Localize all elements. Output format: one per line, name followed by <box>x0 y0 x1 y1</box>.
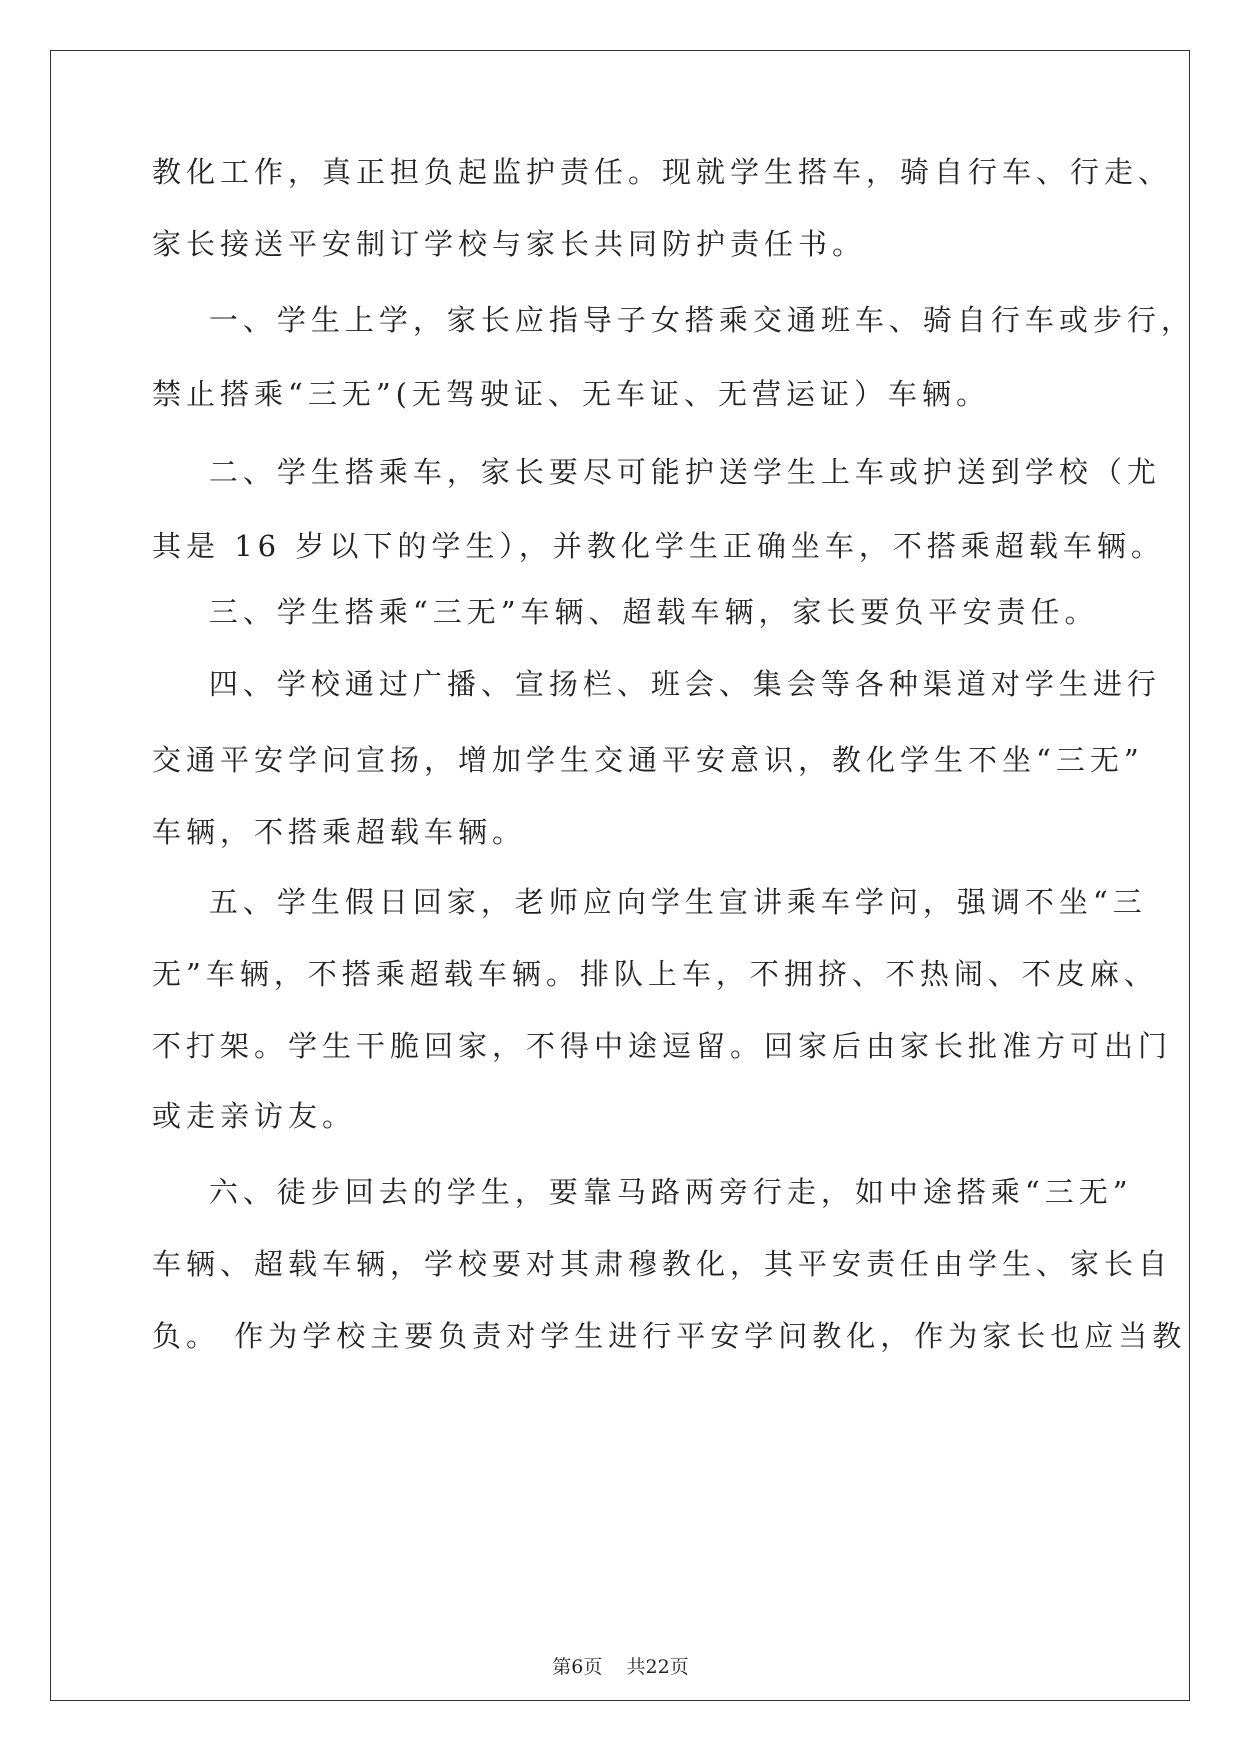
body-line: 交通平安学问宣扬，增加学生交通平安意识，教化学生不坐“三无” <box>152 743 1144 777</box>
body-line: 三、学生搭乘“三无”车辆、超载车辆，家长要负平安责任。 <box>152 595 1099 629</box>
body-line: 一、学生上学，家长应指导子女搭乘交通班车、骑自行车或步行， <box>152 303 1195 337</box>
body-line: 车辆、超载车辆，学校要对其肃穆教化，其平安责任由学生、家长自 <box>152 1247 1173 1281</box>
body-line: 其是 16 岁以下的学生），并教化学生正确坐车，不搭乘超载车辆。 <box>152 529 1165 563</box>
body-line: 车辆，不搭乘超载车辆。 <box>152 815 527 849</box>
body-line: 六、徒步回去的学生，要靠马路两旁行走，如中途搭乘“三无” <box>152 1175 1133 1209</box>
body-line: 不打架。学生干脆回家，不得中途逗留。回家后由家长批准方可出门 <box>152 1029 1173 1063</box>
page-border <box>50 50 1190 1701</box>
body-line: 家长接送平安制订学校与家长共同防护责任书。 <box>152 227 867 261</box>
body-line: 二、学生搭乘车，家长要尽可能护送学生上车或护送到学校（尤 <box>152 455 1161 489</box>
body-line: 教化工作，真正担负起监护责任。现就学生搭车，骑自行车、行走、 <box>152 155 1173 189</box>
page-footer: 第6页 共22页 <box>552 1656 689 1678</box>
body-line: 负。 作为学校主要负责对学生进行平安学问教化，作为家长也应当教 <box>152 1319 1187 1353</box>
body-line: 无”车辆，不搭乘超载车辆。排队上车，不拥挤、不热闹、不皮麻、 <box>152 957 1158 991</box>
body-line: 禁止搭乘“三无”(无驾驶证、无车证、无营运证）车辆。 <box>152 377 990 411</box>
body-line: 或走亲访友。 <box>152 1099 357 1133</box>
body-line: 四、学校通过广播、宣扬栏、班会、集会等各种渠道对学生进行 <box>152 667 1161 701</box>
body-line: 五、学生假日回家，老师应向学生宣讲乘车学问，强调不坐“三 <box>152 885 1147 919</box>
